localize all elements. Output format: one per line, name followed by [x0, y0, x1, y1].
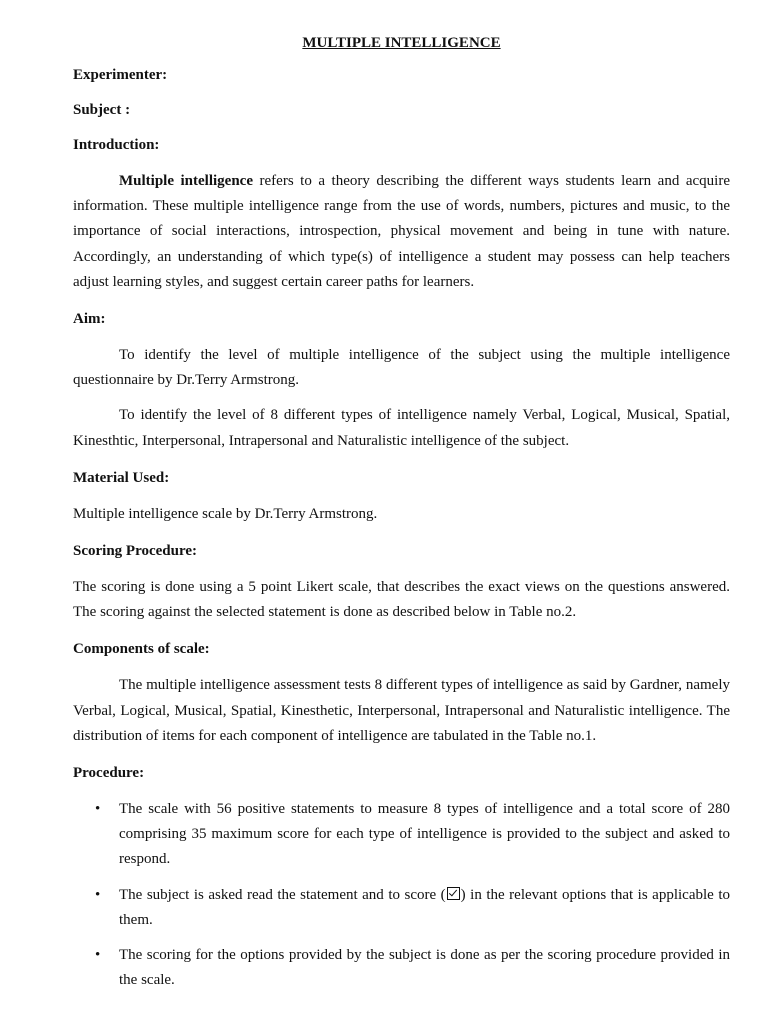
list-item	[73, 883, 730, 933]
scoring-text: The scoring is done using a 5 point Likert scale, that describes the exact views on the questions answered. The scoring against the selected statement is done as described below in Table no.2.	[73, 579, 730, 621]
subject-label: Subject :	[73, 102, 131, 118]
bullet-icon: •	[95, 947, 101, 964]
checkbox-checked-icon	[447, 887, 460, 900]
introduction-heading: Introduction:	[73, 137, 160, 153]
components-heading: Components of scale:	[73, 641, 210, 658]
bullet-icon: •	[95, 801, 101, 818]
procedure-item-1: The scale with 56 positive statements to measure 8 types of intelligence and a total score of 280 comprising 35 maximum score for each type of intelligence is provided to the subject and asked to respond.	[119, 801, 730, 868]
aim-paragraph-1: To identify the level of multiple intelligence of the subject using the multiple intelligence questionnaire by Dr.Terry Armstrong.	[73, 347, 730, 389]
material-heading: Material Used:	[73, 469, 170, 486]
material-text: Multiple intelligence scale by Dr.Terry Armstrong.	[73, 505, 378, 522]
introduction-text: refers to a theory describing the different ways students learn and acquire information. These multiple intelligence range from the use of words, numbers, pictures and music, to the importance of social interactions, introspection, physical movement and being in tune with nature. Accordingly, an understanding of which type(s) of intelligence a student may possess can help teachers adjust learning styles, and suggest certain career paths for learners.	[73, 173, 730, 290]
components-text: The multiple intelligence assessment tests 8 different types of intelligence as said by Gardner, namely Verbal, Logical, Musical, Spatial, Kinesthetic, Interpersonal, Intrapersonal and Naturalistic intelligence. The distribution of items for each component of intelligence are tabulated in the Table no.1.	[73, 677, 730, 744]
procedure-heading: Procedure:	[73, 765, 145, 782]
introduction-lead-term: Multiple intelligence	[119, 173, 253, 189]
list-item	[73, 943, 730, 993]
introduction-paragraph	[73, 169, 730, 295]
page-title: MULTIPLE INTELLIGENCE	[302, 35, 501, 51]
procedure-item-3: The scoring for the options provided by the subject is done as per the scoring procedure provided in the scale.	[119, 947, 730, 989]
aim-heading: Aim:	[73, 311, 106, 328]
list-item	[73, 797, 730, 873]
scoring-heading: Scoring Procedure:	[73, 543, 198, 560]
procedure-item-2-end: ) in the relevant options that is applicable to them.	[119, 886, 730, 928]
procedure-list	[73, 797, 730, 993]
bullet-icon: •	[95, 886, 101, 903]
procedure-item-2-start: The subject is asked read the statement and to score (	[119, 886, 446, 903]
aim-paragraph-2: To identify the level of 8 different types of intelligence namely Verbal, Logical, Musical, Spatial, Kinesthtic, Interpersonal, Intrapersonal and Naturalistic intelligence of the subject.	[73, 407, 730, 449]
experimenter-label: Experimenter:	[73, 67, 168, 83]
